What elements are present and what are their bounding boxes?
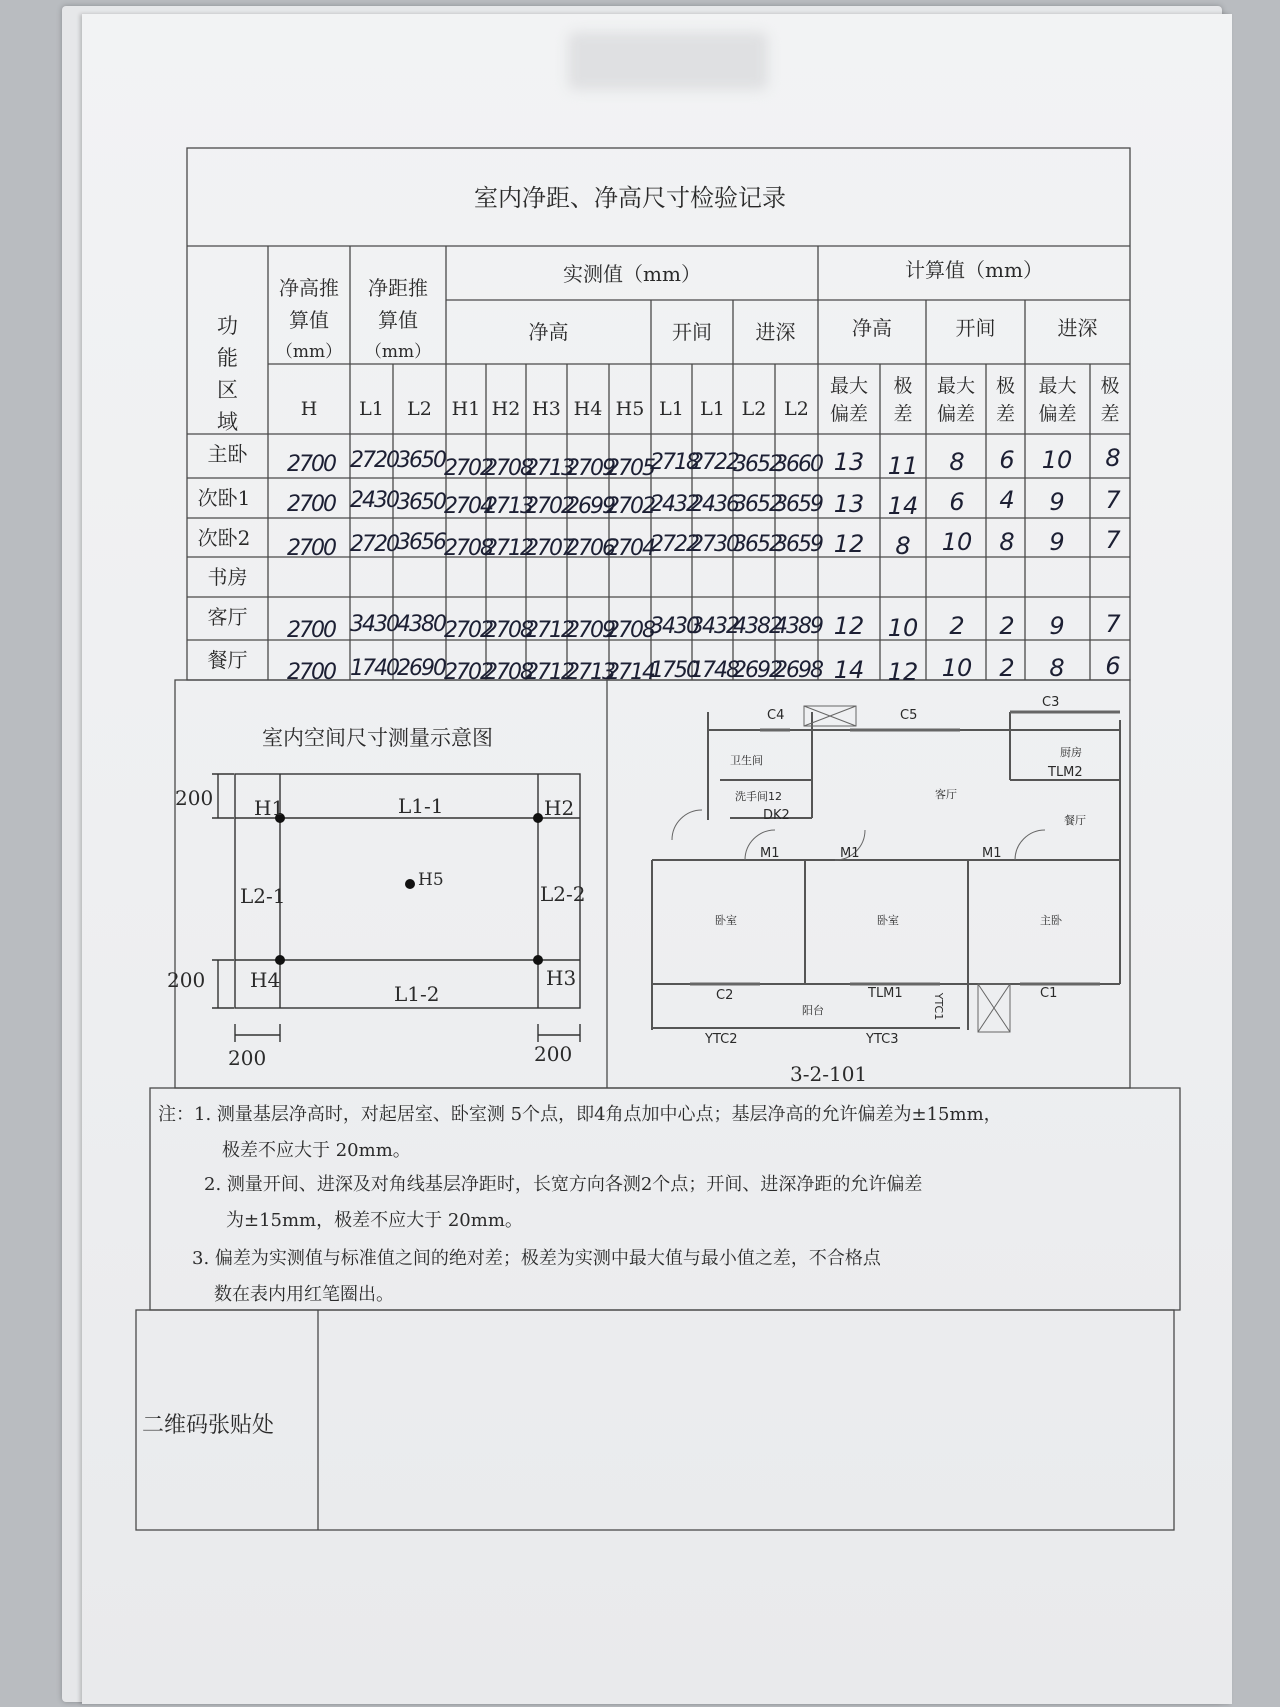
calc-value: 13	[833, 448, 865, 476]
cell-value: 2699	[566, 494, 614, 519]
calc-value: 6	[999, 446, 1015, 474]
plan-room: 客厅	[935, 788, 957, 801]
point-h4: H4	[250, 968, 281, 992]
plan-tag: YTC2	[705, 1032, 738, 1047]
cell-value: 2702	[606, 494, 654, 519]
dim-top-left: 200	[175, 786, 214, 810]
cell-value: 2722	[690, 450, 738, 475]
subheader-range	[1090, 372, 1130, 428]
row-zone: 书房	[207, 565, 248, 589]
calc-subheaders	[818, 372, 1130, 434]
cell-value: 2705	[606, 456, 654, 481]
cell-value: 2700	[287, 536, 335, 561]
cell-value: 2713	[525, 456, 573, 481]
cell-value: 2707	[525, 536, 573, 561]
plan-room: 主卧	[1040, 914, 1062, 927]
cell-value: 1748	[690, 658, 738, 683]
note-line-6: 数在表内用红笔圈出。	[214, 1284, 394, 1305]
measurement-points	[275, 813, 543, 965]
header-line: 差	[893, 403, 913, 425]
calc-value: 9	[1049, 528, 1065, 556]
calc-value: 6	[949, 488, 965, 516]
note-line-1: 注：1. 测量基层净高时，对起居室、卧室测 5个点，即4角点加中心点；基层净高的允许偏差为±15mm，	[158, 1104, 1002, 1125]
header-line: 极	[1100, 375, 1120, 397]
header-calc-depth: 进深	[1057, 316, 1098, 340]
row-zone: 主卧	[207, 442, 248, 466]
calc-value: 7	[1105, 610, 1121, 638]
row-zone: 客厅	[207, 605, 248, 629]
plan-room: 卫生间	[730, 754, 763, 767]
col-label: L1	[659, 398, 684, 420]
calc-value: 7	[1105, 486, 1121, 514]
cell-value: 2709	[566, 456, 614, 481]
row-zone: 次卧2	[197, 526, 251, 550]
header-zone-char: 能	[217, 346, 238, 370]
cell-value: 2700	[287, 492, 335, 517]
cell-value: 2713	[566, 660, 614, 685]
calc-value: 9	[1049, 612, 1065, 640]
subheader-max-dev	[818, 372, 880, 428]
col-label: H5	[615, 398, 645, 420]
col-label: H2	[491, 398, 521, 420]
line-l2-2: L2-2	[540, 882, 586, 906]
cell-value: 1740	[350, 656, 398, 681]
header-line: 极	[995, 375, 1015, 397]
cell-value: 2730	[690, 532, 738, 557]
diagram-title: 室内空间尺寸测量示意图	[262, 726, 493, 750]
cell-value: 2700	[287, 452, 335, 477]
calc-value: 8	[949, 448, 965, 476]
cell-value: 3656	[397, 530, 445, 555]
header-line: 算值	[289, 308, 329, 332]
calc-value: 12	[887, 658, 919, 686]
cell-value: 3650	[397, 490, 445, 515]
calc-value: 6	[1105, 652, 1121, 680]
cell-value: 2702	[444, 456, 492, 481]
cell-value: 3659	[774, 532, 822, 557]
cell-value: 2436	[690, 492, 738, 517]
header-line: （mm）	[275, 342, 343, 362]
plan-room: 阳台	[802, 1004, 824, 1017]
cell-value: 3652	[733, 452, 781, 477]
calc-value: 7	[1105, 526, 1121, 554]
header-line: 差	[995, 403, 1015, 425]
cell-value: 2720	[350, 532, 398, 557]
cell-value: 3430	[650, 614, 698, 639]
calc-value: 12	[833, 530, 865, 558]
plan-tag: TLM2	[1048, 765, 1083, 780]
header-line: 最大	[1038, 375, 1077, 397]
plan-tag: M1	[760, 846, 780, 861]
calc-value: 13	[833, 490, 865, 518]
header-line: 偏差	[829, 403, 868, 425]
plan-unit-label: 3-2-101	[790, 1062, 868, 1086]
cell-value: 2708	[484, 618, 532, 643]
calc-value: 8	[1105, 444, 1121, 472]
qr-code-label: 二维码张贴处	[142, 1413, 275, 1438]
line-l2-1: L2-1	[240, 884, 286, 908]
plan-room: 卧室	[715, 914, 737, 927]
row-zone: 餐厅	[207, 648, 248, 672]
plan-room: 厨房	[1060, 746, 1082, 759]
subheader-max-dev	[1025, 372, 1090, 428]
cell-value: 2432	[650, 492, 698, 517]
dim-bottom-2: 200	[534, 1042, 573, 1066]
cell-value: 2690	[397, 656, 445, 681]
cell-value: 2713	[484, 494, 532, 519]
point-h5: H5	[418, 870, 444, 890]
cell-value: 2712	[525, 618, 573, 643]
point-h2: H2	[544, 796, 575, 820]
plan-room: 洗手间12	[735, 790, 782, 803]
note-line-2: 极差不应大于 20mm。	[222, 1140, 411, 1161]
cell-value: 1750	[650, 658, 698, 683]
form-title: 室内净距、净高尺寸检验记录	[474, 184, 786, 212]
plan-tag: C4	[767, 708, 785, 723]
header-line: 差	[1100, 403, 1120, 425]
cell-value: 2714	[606, 660, 654, 685]
cell-value: 2704	[444, 494, 492, 519]
dim-bottom-1: 200	[228, 1046, 267, 1070]
col-label: H1	[451, 398, 481, 420]
header-line: 最大	[829, 375, 868, 397]
col-label: L1	[359, 398, 384, 420]
cell-value: 2704	[606, 536, 654, 561]
cell-value: 2708	[606, 618, 654, 643]
plan-tag: C1	[1040, 986, 1058, 1001]
col-label: L2	[741, 398, 767, 420]
cell-value: 4389	[774, 614, 822, 639]
header-std-height	[268, 272, 350, 368]
header-line: 极	[893, 375, 913, 397]
header-line: 偏差	[1038, 403, 1077, 425]
col-label: L2	[784, 398, 809, 420]
plan-tag: YTC3	[866, 1032, 899, 1047]
note-line-5: 3. 偏差为实测值与标准值之间的绝对差；极差为实测中最大值与最小值之差，不合格点	[192, 1248, 881, 1269]
cell-value: 3650	[397, 448, 445, 473]
subheader-range	[986, 372, 1025, 428]
header-zone-char: 域	[217, 410, 238, 434]
cell-value: 2718	[650, 450, 698, 475]
calc-value: 9	[1049, 488, 1065, 516]
col-label: H4	[573, 398, 603, 420]
col-label: L2	[407, 398, 432, 420]
floor-plan-lines	[652, 712, 1120, 1030]
calc-value: 10	[941, 654, 973, 682]
header-zone-char: 区	[217, 378, 238, 402]
cell-value: 3659	[774, 492, 822, 517]
cell-value: 2722	[650, 532, 698, 557]
plan-tag: TLM1	[868, 986, 903, 1001]
cell-value: 2698	[774, 658, 822, 683]
cell-value: 2692	[733, 658, 781, 683]
calc-value: 11	[887, 452, 919, 480]
calc-value: 8	[999, 528, 1015, 556]
header-line: 算值	[378, 308, 418, 332]
cell-value: 3660	[774, 452, 822, 477]
col-label: H	[300, 398, 318, 420]
col-label: H3	[532, 398, 561, 420]
calc-value: 12	[833, 612, 865, 640]
header-line: 最大	[936, 375, 975, 397]
calc-value: 2	[949, 612, 965, 640]
plan-room: 餐厅	[1064, 814, 1086, 827]
subheader-range	[880, 372, 926, 428]
cell-value: 2720	[350, 448, 398, 473]
cell-value: 2702	[525, 494, 573, 519]
header-calc-net-height: 净高	[852, 316, 892, 340]
header-depth: 进深	[755, 320, 796, 344]
calc-value: 8	[895, 532, 911, 560]
plan-tag: M1	[982, 846, 1002, 861]
cell-value: 4382	[733, 614, 781, 639]
cell-value: 2708	[484, 456, 532, 481]
header-zone	[187, 310, 268, 438]
cell-value: 2702	[444, 660, 492, 685]
cell-value: 3430	[350, 612, 398, 637]
plan-tag: M1	[840, 846, 860, 861]
header-zone-char: 功	[217, 314, 238, 338]
subheader-max-dev	[926, 372, 986, 428]
note-line-3: 2. 测量开间、进深及对角线基层净距时，长宽方向各测2个点；开间、进深净距的允许偏差	[204, 1174, 923, 1195]
header-measured: 实测值（mm）	[563, 262, 701, 286]
plan-tag: C5	[900, 708, 918, 723]
cell-value: 3652	[733, 492, 781, 517]
point-h1: H1	[254, 796, 285, 820]
header-net-height: 净高	[528, 320, 569, 344]
cell-value: 2706	[566, 536, 614, 561]
row-zone: 次卧1	[197, 486, 251, 510]
line-l1-2: L1-2	[394, 982, 440, 1006]
plan-tag: YTC1	[932, 992, 946, 1021]
header-bay: 开间	[672, 320, 712, 344]
calc-value: 14	[887, 492, 919, 520]
calc-value: 10	[941, 528, 973, 556]
cell-value: 3652	[733, 532, 781, 557]
col-label: L1	[700, 398, 725, 420]
cell-value: 2708	[484, 660, 532, 685]
note-line-4: 为±15mm，极差不应大于 20mm。	[226, 1210, 523, 1231]
cell-value: 2430	[350, 488, 398, 513]
header-calc-bay: 开间	[955, 316, 996, 340]
calc-value: 4	[999, 486, 1015, 514]
header-line: 偏差	[936, 403, 975, 425]
header-calculated: 计算值（mm）	[905, 258, 1043, 282]
header-line: （mm）	[364, 342, 432, 362]
header-line: 净高推	[279, 276, 339, 300]
line-l1-1: L1-1	[398, 794, 444, 818]
cell-value: 2712	[484, 536, 532, 561]
cell-value: 2702	[444, 618, 492, 643]
calc-value: 8	[1049, 654, 1065, 682]
cell-value: 4380	[397, 612, 445, 637]
point-h3: H3	[546, 966, 577, 990]
dim-bottom-left: 200	[167, 968, 206, 992]
cell-value: 2700	[287, 618, 335, 643]
cell-value: 2700	[287, 660, 335, 685]
plan-tag: C3	[1042, 695, 1060, 710]
calc-value: 10	[887, 614, 919, 642]
calc-value: 2	[999, 654, 1015, 682]
plan-tag: DK2	[763, 808, 790, 823]
plan-room: 卧室	[877, 914, 899, 927]
header-std-dist	[350, 272, 446, 368]
calc-value: 14	[833, 656, 865, 684]
cell-value: 3432	[690, 614, 738, 639]
cell-value: 2712	[525, 660, 573, 685]
calc-value: 10	[1041, 446, 1073, 474]
cell-value: 2708	[444, 536, 492, 561]
cell-value: 2709	[566, 618, 614, 643]
plan-tag: C2	[716, 988, 734, 1003]
header-line: 净距推	[368, 276, 428, 300]
calc-value: 2	[999, 612, 1015, 640]
